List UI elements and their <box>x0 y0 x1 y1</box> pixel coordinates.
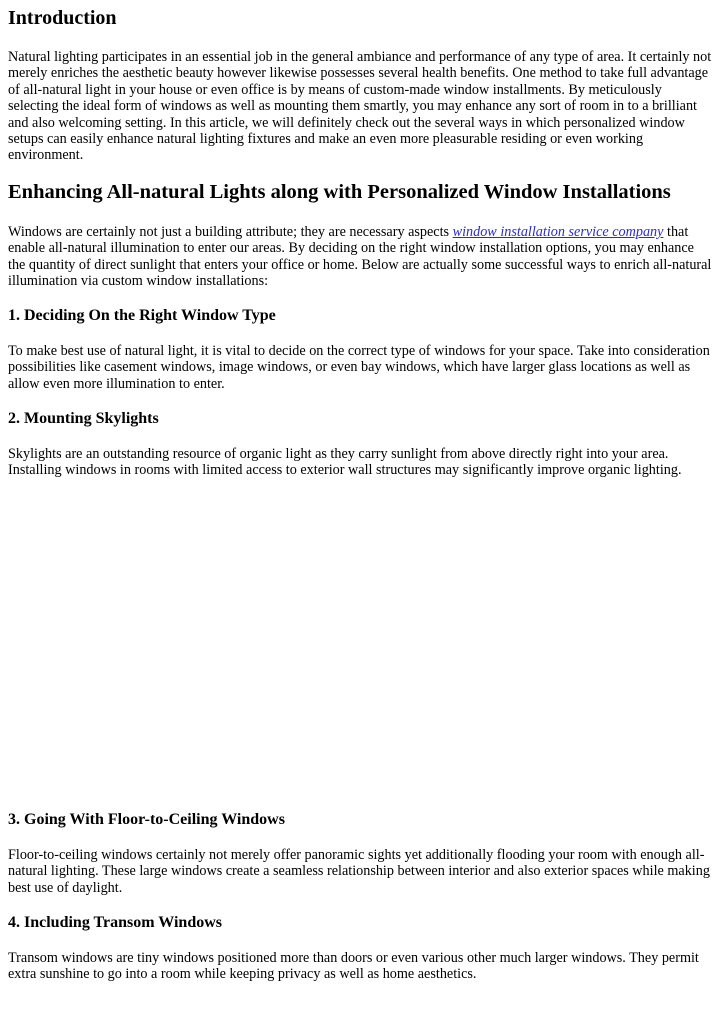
main-section-paragraph <box>8 224 712 290</box>
section-3-heading: 3. Going With Floor-to-Ceiling Windows <box>8 811 285 828</box>
main-paragraph-text-before-link: Windows are certainly not just a building attribute; they are necessary aspects <box>8 224 453 240</box>
intro-paragraph: Natural lighting participates in an essential job in the general ambiance and performance of any type of area. It certainly not merely enriches the aesthetic beauty however likewise possesses several health benefits. One method to take full advantage of all-natural light in your house or even office is by means of custom-made window installments. By meticulously selecting the ideal form of windows as well as mounting them smartly, you may enhance any sort of room in to a brilliant and also welcoming setting. In this article, we will definitely check out the several ways in which personalized window setups can easily enhance natural lighting fixtures and make an even more pleasurable residing or even working environment. <box>8 49 712 164</box>
main-paragraph-text-after-link: that enable all-natural illumination to enter our areas. By deciding on the right window installation options, you may enhance the quantity of direct sunlight that enters your office or home. Below are actually some successful ways to enrich all-natural illumination via custom window installations: <box>8 224 712 290</box>
section-2-heading: 2. Mounting Skylights <box>8 410 159 427</box>
section-1-heading: 1. Deciding On the Right Window Type <box>8 307 276 324</box>
main-section-heading: Enhancing All-natural Lights along with Personalized Window Installations <box>8 181 671 203</box>
section-3-paragraph: Floor-to-ceiling windows certainly not merely offer panoramic sights yet additionally flooding your room with enough all-natural lighting. These large windows create a seamless relationship between interior and also exterior spaces while making best use of daylight. <box>8 847 710 896</box>
window-installation-link[interactable]: window installation service company <box>452 224 664 240</box>
intro-heading: Introduction <box>8 7 117 29</box>
blank-space <box>8 488 712 808</box>
section-4-paragraph: Transom windows are tiny windows positioned more than doors or even various other much larger windows. They permit extra sunshine to go into a room while keeping privacy as well as home aesthetics. <box>8 950 699 983</box>
section-1-paragraph: To make best use of natural light, it is vital to decide on the correct type of windows for your space. Take into consideration possibilities like casement windows, image windows, or even bay windows, which have larger glass locations as well as allow even more illumination to enter. <box>8 343 710 392</box>
section-4-heading: 4. Including Transom Windows <box>8 914 223 931</box>
section-2-paragraph: Skylights are an outstanding resource of organic light as they carry sunlight from above directly right into your area. Installing windows in rooms with limited access to exterior wall structures may significantly improve organic lighting. <box>8 446 682 479</box>
